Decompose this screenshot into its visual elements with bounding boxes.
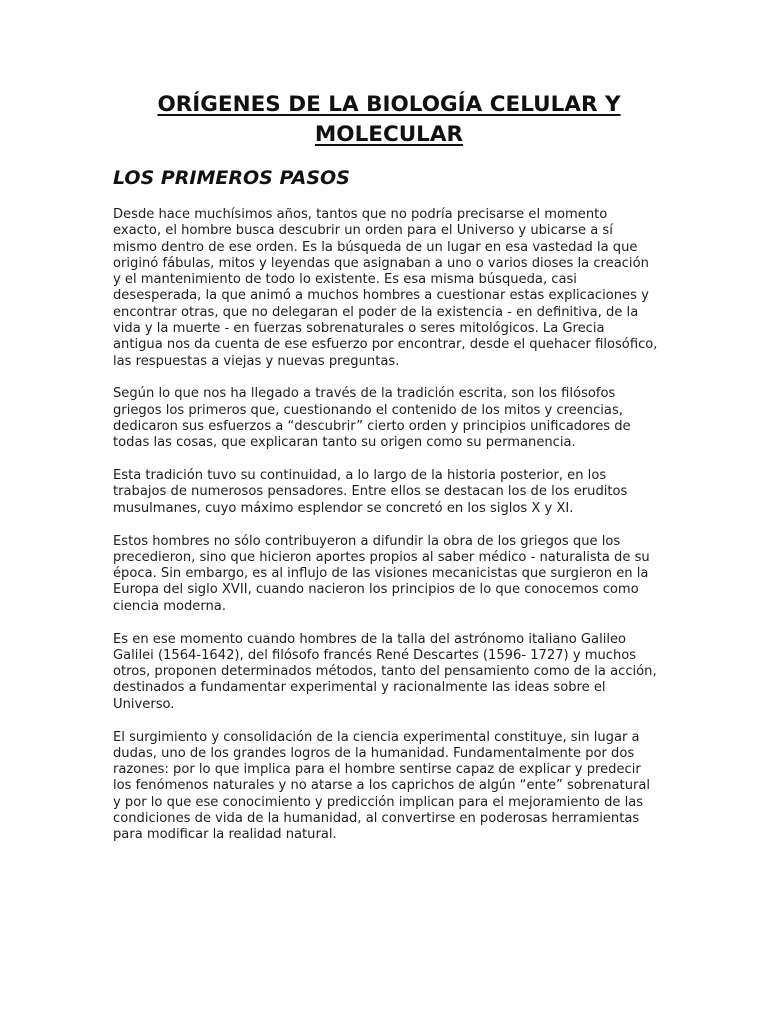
paragraph: Es en ese momento cuando hombres de la talla del astrónomo italiano Galileo Galilei (1564-1642), del filósofo francés René Descartes (1596- 1727) y muchos otros, proponen determinados métodos, tanto del pensamiento como de la acción, destinados a fundamentar experimental y racionalmente las ideas sobre el Universo. (113, 631, 657, 712)
paragraph: El surgimiento y consolidación de la ciencia experimental constituye, sin lugar a dudas, uno de los grandes logros de la humanidad. Fundamentalmente por dos razones: por lo que implica para el hombre sentirse capaz de explicar y predecir los fenómenos naturales y no atarse a los caprichos de algún “ente” sobrenatural y por lo que ese conocimiento y predicción implican para el mejoramiento de las condiciones de vida de la humanidad, al convertirse en poderosas herramientas para modificar la realidad natural. (113, 729, 651, 843)
section-heading: LOS PRIMEROS PASOS (113, 167, 350, 189)
document-body (113, 207, 658, 860)
paragraph: Desde hace muchísimos años, tantos que no podría precisarse el momento exacto, el hombre busca descubrir un orden para el Universo y ubicarse a sí mismo dentro de ese orden. Es la búsqueda de un lugar en esa vastedad la que originó fábulas, mitos y leyendas que asignaban a uno o varios dioses la creación y el mantenimiento de todo lo existente. Es esa misma búsqueda, casi desesperada, la que animó a muchos hombres a cuestionar estas explicaciones y encontrar otras, que no delegaran el poder de la existencia - en definitiva, de la vida y la muerte - en fuerzas sobrenaturales o seres mitológicos. La Grecia antigua nos da cuenta de ese esfuerzo por encontrar, desde el quehacer filosófico, las respuestas a viejas y nuevas preguntas. (113, 207, 658, 369)
paragraph: Estos hombres no sólo contribuyeron a difundir la obra de los griegos que los precedieron, sino que hicieron aportes propios al saber médico - naturalista de su época. Sin embargo, es al influjo de las visiones mecanicistas que surgieron en la Europa del siglo XVII, cuando nacieron los principios de lo que conocemos como ciencia moderna. (113, 533, 650, 614)
paragraph: Según lo que nos ha llegado a través de la tradición escrita, son los filósofos griegos los primeros que, cuestionando el contenido de los mitos y creencias, dedicaron sus esfuerzos a “descubrir” cierto orden y principios unificadores de todas las cosas, que explicaran tanto su origen como su permanencia. (113, 386, 631, 451)
paragraph: Esta tradición tuvo su continuidad, a lo largo de la historia posterior, en los trabajos de numerosos pensadores. Entre ellos se destacan los de los eruditos musulmanes, cuyo máximo esplendor se concretó en los siglos X y XI. (113, 468, 628, 516)
document-title: ORÍGENES DE LA BIOLOGÍA CELULAR Y MOLECULAR (157, 92, 621, 147)
